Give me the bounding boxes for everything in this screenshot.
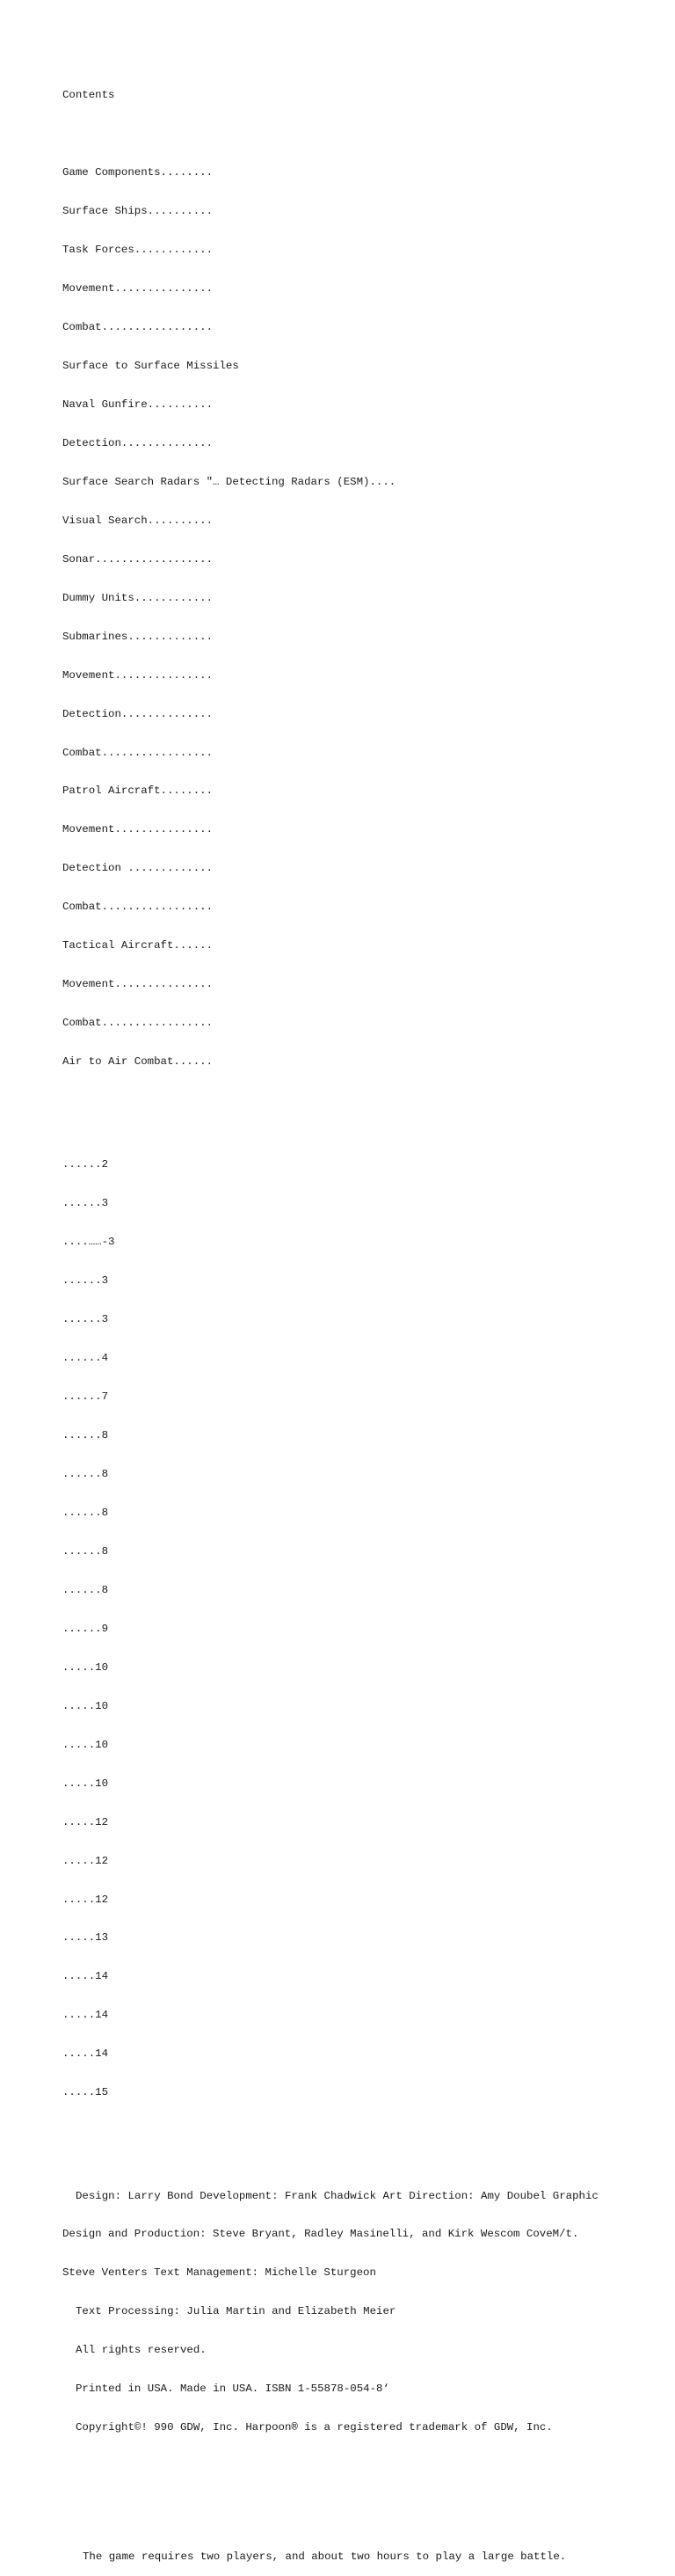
document-page: [62, 63, 660, 2576]
toc-page-number: .....13: [62, 1931, 109, 1945]
toc-page-number: .....12: [62, 1854, 109, 1867]
toc-page-number: ......2: [62, 1158, 109, 1171]
toc-page-number: ......9: [62, 1622, 109, 1635]
spacer: [62, 2499, 660, 2512]
toc-entry: Combat.................: [62, 901, 214, 914]
toc-entry: Air to Air Combat......: [62, 1055, 214, 1069]
contents-heading: Contents: [62, 89, 115, 102]
toc-page-number: ......3: [62, 1274, 109, 1288]
toc-entry: Movement...............: [62, 282, 214, 296]
toc-entry: Patrol Aircraft........: [62, 784, 214, 798]
toc-page-number: .....15: [62, 2086, 109, 2099]
toc-entry: Dummy Units............: [62, 591, 214, 604]
isbn-line: Printed in USA. Made in USA. ISBN 1-55878-054-8‘: [76, 2383, 389, 2396]
toc-entry: Naval Gunfire..........: [62, 398, 214, 411]
toc-page-number: .....10: [62, 1699, 109, 1712]
copyright-line: Copyright©! 990 GDW, Inc. Harpoon® is a registered trademark of GDW, Inc.: [76, 2421, 553, 2434]
toc-entry: Task Forces............: [62, 244, 214, 257]
credits-line: Text Processing: Julia Martin and Elizabeth Meier: [76, 2305, 396, 2318]
toc-entry: Detection..............: [62, 436, 214, 449]
toc-entry: Visual Search..........: [62, 514, 214, 527]
toc-page-number: ......7: [62, 1390, 109, 1404]
toc-page-number: ......8: [62, 1506, 109, 1519]
toc-entry: Combat.................: [62, 1017, 214, 1030]
credits-block: [62, 2164, 660, 2460]
toc-page-number: .....12: [62, 1893, 109, 1906]
toc-page-number: .....10: [62, 1777, 109, 1790]
toc-page-number: ......3: [62, 1197, 109, 1210]
toc-page-number: ......8: [62, 1583, 109, 1596]
intro-paragraph: The game requires two players, and about two hours to play a large battle.: [83, 2550, 567, 2563]
toc-entry: Surface Ships..........: [62, 205, 214, 218]
credits-line: Design: Larry Bond Development: Frank Chadwick Art Direction: Amy Doubel Graphic: [76, 2189, 599, 2202]
toc-page-number: .....14: [62, 2047, 109, 2061]
toc-entry: Submarines.............: [62, 630, 214, 643]
contents-entries: [62, 141, 660, 1094]
toc-entry: Detection .............: [62, 862, 214, 875]
toc-page-number: ......3: [62, 1313, 109, 1326]
toc-page-number: .....14: [62, 2009, 109, 2022]
toc-entry: Tactical Aircraft......: [62, 939, 214, 952]
toc-page-number: ......4: [62, 1352, 109, 1365]
toc-entry: Combat.................: [62, 746, 214, 759]
toc-entry: Movement...............: [62, 668, 214, 682]
toc-entry: Combat.................: [62, 321, 214, 334]
contents-page-numbers: [62, 1133, 660, 2125]
toc-entry: Surface to Surface Missiles: [62, 360, 239, 372]
toc-page-number: .....14: [62, 1970, 109, 1983]
toc-page-number: ......8: [62, 1468, 109, 1481]
toc-page-number: .....12: [62, 1815, 109, 1828]
toc-page-number: ......8: [62, 1429, 109, 1442]
toc-page-number: .....10: [62, 1738, 109, 1751]
toc-entry: Detection..............: [62, 707, 214, 720]
toc-entry: Game Components........: [62, 166, 214, 179]
toc-page-number: ......8: [62, 1544, 109, 1558]
toc-entry: Surface Search Radars "… Detecting Radars (ESM)....: [62, 475, 396, 488]
credits-line: Steve Venters Text Management: Michelle Sturgeon: [62, 2266, 376, 2280]
rights-line: All rights reserved.: [76, 2344, 207, 2357]
toc-entry: Sonar..................: [62, 552, 214, 566]
credits-line: Design and Production: Steve Bryant, Radley Masinelli, and Kirk Wescom CoveM/t.: [62, 2228, 579, 2241]
toc-entry: Movement...............: [62, 823, 214, 836]
toc-entry: Movement...............: [62, 978, 214, 991]
toc-page-number: ....……-3: [62, 1236, 115, 1249]
toc-page-number: .....10: [62, 1660, 109, 1674]
